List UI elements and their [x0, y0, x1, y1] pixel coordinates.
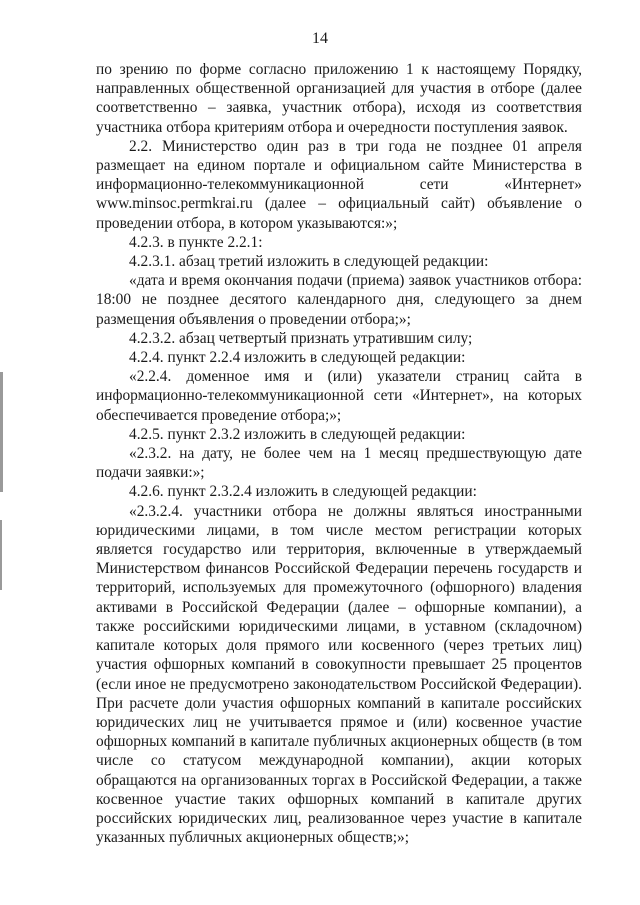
paragraph: «2.2.4. доменное имя и (или) указатели страниц сайта в информационно-телекоммуникационной сети «Интернет», на которых обеспечивается проведение отбора;»;	[96, 368, 582, 424]
paragraph: 4.2.5. пункт 2.3.2 изложить в следующей редакции:	[129, 425, 466, 443]
paragraph: 4.2.6. пункт 2.3.2.4 изложить в следующей редакции:	[129, 483, 477, 501]
paragraph: 2.2. Министерство один раз в три года не позднее 01 апреля размещает на едином портале и официальном сайте Министерства в информационно-телекоммуникационной сети «Интернет» www.minsoc.permkrai.ru (далее – официальный сайт) объявление о проведении отбора, в котором указываются:»;	[96, 137, 582, 232]
paragraph: «дата и время окончания подачи (приема) заявок участников отбора: 18:00 не позднее десятого календарного дня, следующего за днем размещения объявления о проведении отбора;»;	[96, 272, 582, 328]
paragraph: «2.3.2. на дату, не более чем на 1 месяц предшествующую дате подачи заявки:»;	[96, 445, 582, 482]
paragraph: 4.2.4. пункт 2.2.4 изложить в следующей редакции:	[129, 349, 466, 367]
page-number: 14	[312, 30, 328, 47]
document-body	[96, 60, 582, 847]
scan-edge-mark	[0, 372, 3, 492]
paragraph: 4.2.3.1. абзац третий изложить в следующей редакции:	[129, 253, 489, 271]
paragraph: 4.2.3. в пункте 2.2.1:	[129, 233, 263, 251]
scan-edge-mark	[0, 520, 2, 590]
paragraph: 4.2.3.2. абзац четвертый признать утратившим силу;	[129, 329, 473, 347]
paragraph: по зрению по форме согласно приложению 1 к настоящему Порядку, направленных общественной организацией для участия в отборе (далее соответственно – заявка, участник отбора), исходя из соответствия участника отбора критериям отбора и очередности поступления заявок.	[96, 61, 582, 136]
paragraph: «2.3.2.4. участники отбора не должны являться иностранными юридическими лицами, в том числе местом регистрации которых является государство или территория, включенные в утверждаемый Министерством финансов Российской Федерации перечень государств и территорий, используемых для промежуточного (офшорного) владения активами в Российской Федерации (далее – офшорные компании), а также российскими юридическими лицами, в уставном (складочном) капитале которых доля прямого или косвенного (через третьих лиц) участия офшорных компаний в совокупности превышает 25 процентов (если иное не предусмотрено законодательством Российской Федерации). При расчете доли участия офшорных компаний в капитале российских юридических лиц не учитывается прямое и (или) косвенное участие офшорных компаний в капитале публичных акционерных обществ (в том числе со статусом международной компании), акции которых обращаются на организованных торгах в Российской Федерации, а также косвенное участие таких офшорных компаний в капитале других российских юридических лиц, реализованное через участие в капитале указанных публичных акционерных обществ;»;	[96, 502, 582, 847]
